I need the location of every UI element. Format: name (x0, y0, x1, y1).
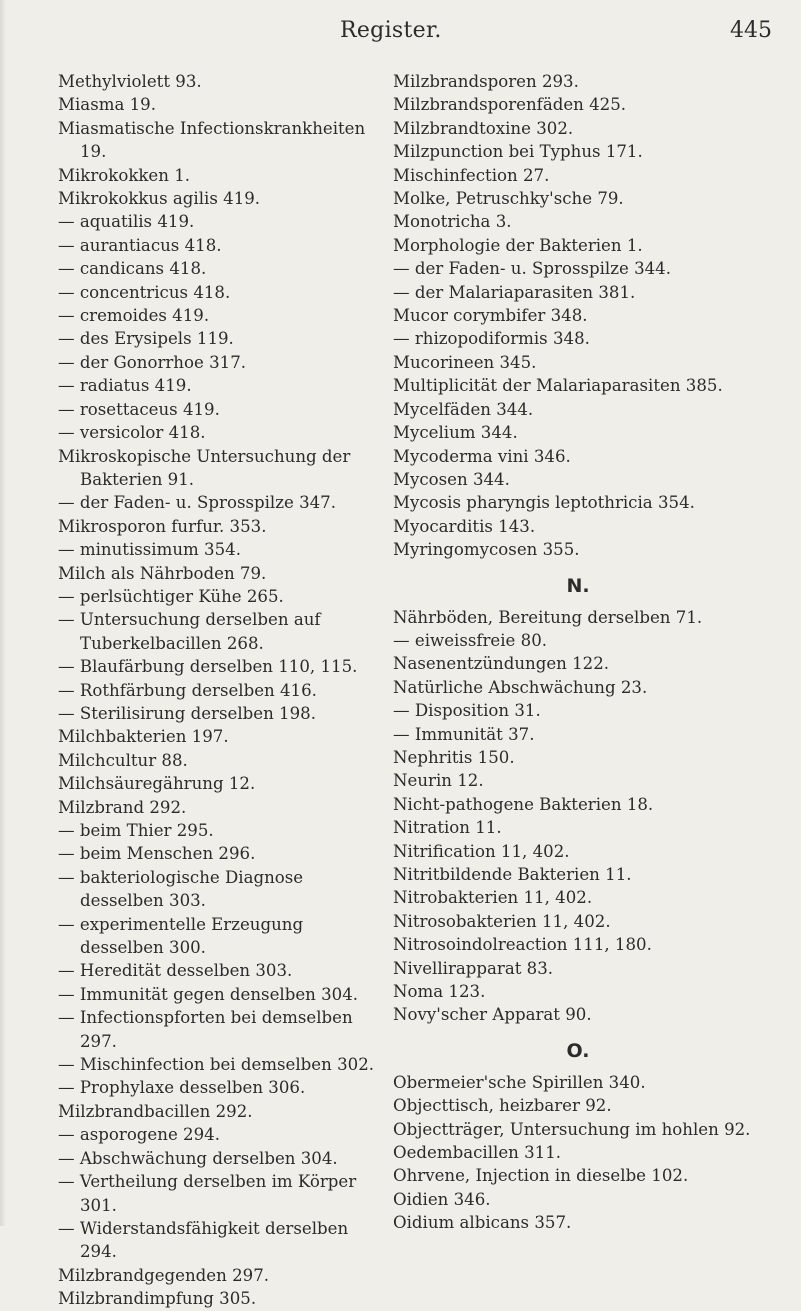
index-entry: Myringomycosen 355. (393, 540, 580, 560)
index-entry: Mycosis pharyngis leptothricia 354. (393, 493, 695, 513)
index-entry: — Mischinfection bei demselben 302. (58, 1055, 375, 1075)
index-entry: Natürliche Abschwächung 23. (393, 677, 648, 697)
index-entry: Nitration 11. (393, 818, 502, 838)
index-entry: — der Faden- u. Sprosspilze 344. (393, 259, 672, 279)
index-entry: Milzbrand 292. (58, 797, 187, 817)
index-group-m (393, 70, 763, 562)
index-entry: Mycelium 344. (393, 423, 518, 443)
index-entry: Nitrosobakterien 11, 402. (393, 911, 611, 931)
index-entry: Nährböden, Bereitung derselben 71. (393, 607, 703, 627)
index-entry: Mycoderma vini 346. (393, 446, 571, 466)
index-entry: — Widerstandsfähigkeit derselben 294. (58, 1218, 349, 1262)
index-entry: — Immunität 37. (393, 724, 535, 744)
index-entry: — rhizopodiformis 348. (393, 329, 590, 349)
index-entry: Nitrosoindolreaction 111, 180. (393, 935, 652, 955)
index-entry: — bakteriologische Diagnose desselben 303. (58, 867, 304, 911)
index-entry: Noma 123. (393, 982, 486, 1002)
index-entry: — beim Menschen 296. (58, 844, 256, 864)
index-entry: Mikroskopische Untersuchung der Bakterien 91. (58, 446, 351, 489)
index-entry: — concentricus 418. (58, 282, 231, 302)
index-entry: Mycelfäden 344. (393, 399, 534, 419)
index-entry: Molke, Petruschky'sche 79. (393, 189, 624, 209)
index-entry: Morphologie der Bakterien 1. (393, 235, 643, 255)
index-column-right (393, 70, 763, 1235)
index-entry: Monotricha 3. (393, 212, 512, 232)
index-entry: — eiweissfreie 80. (393, 630, 548, 650)
index-entry: Myocarditis 143. (393, 516, 536, 536)
index-entry: — perlsüchtiger Kühe 265. (58, 586, 284, 606)
index-entry: Miasma 19. (58, 95, 156, 115)
index-entry: — Blaufärbung derselben 110, 115. (58, 657, 358, 677)
index-entry: Novy'scher Apparat 90. (393, 1005, 592, 1025)
index-entry: — Vertheilung derselben im Körper 301. (58, 1172, 357, 1215)
index-group-n (393, 606, 763, 1027)
index-entry: — beim Thier 295. (58, 821, 214, 840)
index-entry: Multiplicität der Malariaparasiten 385. (393, 376, 723, 396)
index-entry: Nitritbildende Bakterien 11. (393, 865, 632, 884)
index-entry: — Heredität desselben 303. (58, 961, 293, 981)
index-entry: — Prophylaxe desselben 306. (58, 1078, 306, 1098)
index-entry: — der Faden- u. Sprosspilze 347. (58, 493, 337, 513)
page-number: 445 (730, 18, 772, 43)
index-entry: Methylviolett 93. (58, 72, 202, 91)
page-header-title: Register. (340, 18, 442, 43)
index-entry: Neurin 12. (393, 771, 484, 791)
index-entry: Milzbrandtoxine 302. (393, 118, 574, 138)
index-entry: Nitrification 11, 402. (393, 841, 570, 861)
index-entry: Milzbrandimpfung 305. (58, 1289, 257, 1309)
index-entry: — experimentelle Erzeugung desselben 300. (58, 914, 304, 958)
index-entry: Mikrosporon furfur. 353. (58, 516, 267, 536)
index-entry: Mikrokokkus agilis 419. (58, 189, 261, 209)
index-entry: — der Gonorrhoe 317. (58, 352, 247, 372)
index-entry: — Immunität gegen denselben 304. (58, 984, 359, 1004)
index-entry: — aurantiacus 418. (58, 235, 222, 255)
index-entry: Milzbrandsporen 293. (393, 72, 579, 91)
index-entry: Nivellirapparat 83. (393, 958, 554, 978)
index-entry: Oedembacillen 311. (393, 1143, 562, 1163)
index-entry: — Untersuchung derselben auf Tuberkelbacillen 268. (58, 610, 321, 653)
index-entry: — Rothfärbung derselben 416. (58, 680, 317, 700)
index-column-left (58, 70, 376, 1311)
index-entry: Oidien 346. (393, 1189, 491, 1209)
index-entry: Mucor corymbifer 348. (393, 306, 588, 326)
index-entry: Milzbrandbacillen 292. (58, 1101, 253, 1121)
index-entry: Ohrvene, Injection in dieselbe 102. (393, 1166, 689, 1186)
index-entry: Mischinfection 27. (393, 165, 550, 185)
index-entry: Milch als Nährboden 79. (58, 563, 267, 583)
index-entry: — der Malariaparasiten 381. (393, 282, 636, 302)
index-entry: Milzbrandgegenden 297. (58, 1265, 270, 1285)
index-entry: Milchcultur 88. (58, 750, 188, 770)
index-entry: Obermeier'sche Spirillen 340. (393, 1072, 646, 1092)
index-entry: — minutissimum 354. (58, 540, 241, 560)
section-heading-o: O. (566, 1039, 590, 1062)
index-entry: Milchsäuregährung 12. (58, 774, 256, 794)
index-entry: Oidium albicans 357. (393, 1213, 572, 1233)
index-entry: — Infectionspforten bei demselben 297. (58, 1008, 353, 1051)
index-entry: Nitrobakterien 11, 402. (393, 888, 593, 908)
index-entry: Nephritis 150. (393, 747, 515, 767)
index-entry: — radiatus 419. (58, 376, 192, 396)
index-entry: Mucorineen 345. (393, 352, 537, 372)
index-entry: — Disposition 31. (393, 701, 541, 721)
index-entry: Miasmatische Infectionskrankheiten 19. (58, 118, 366, 162)
index-entry: Nicht-pathogene Bakterien 18. (393, 794, 654, 814)
index-entry: Objectträger, Untersuchung im hohlen 92. (393, 1119, 751, 1139)
index-entry: — cremoides 419. (58, 306, 210, 326)
index-entry: — asporogene 294. (58, 1125, 220, 1145)
section-heading-n: N. (566, 574, 590, 597)
index-entry: Nasenentzündungen 122. (393, 654, 610, 674)
index-entry: Mycosen 344. (393, 469, 510, 489)
index-entry: Milchbakterien 197. (58, 727, 229, 747)
index-entry: — Abschwächung derselben 304. (58, 1148, 338, 1168)
index-entry: Milzbrandsporenfäden 425. (393, 95, 627, 115)
index-group-o (393, 1071, 763, 1235)
index-entry: Milzpunction bei Typhus 171. (393, 142, 643, 162)
index-entry: — rosettaceus 419. (58, 399, 220, 419)
index-entry: — candicans 418. (58, 259, 207, 279)
index-entry: — des Erysipels 119. (58, 329, 234, 349)
index-entry: — Sterilisirung derselben 198. (58, 703, 316, 723)
page-edge-shadow (0, 0, 6, 1226)
index-entry: — versicolor 418. (58, 423, 206, 443)
index-entry: Objecttisch, heizbarer 92. (393, 1096, 612, 1116)
index-entry: — aquatilis 419. (58, 212, 195, 232)
index-entry: Mikrokokken 1. (58, 165, 191, 185)
